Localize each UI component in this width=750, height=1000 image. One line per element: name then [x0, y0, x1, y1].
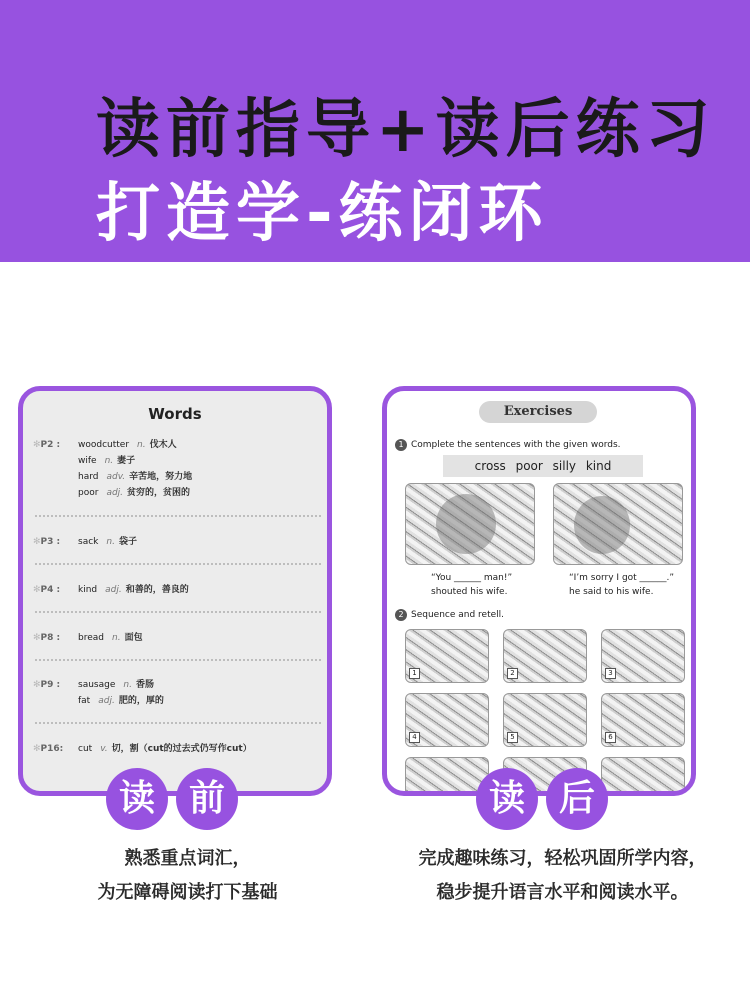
word-group-p9 [33, 677, 323, 709]
after-reading-description [375, 842, 750, 910]
word-pos: adj. [98, 696, 115, 706]
word-cn: 辛苦地，努力地 [129, 472, 193, 482]
question-2 [395, 609, 504, 621]
description-line: 熟悉重点词汇， [124, 848, 251, 869]
word-cn: 面包 [124, 633, 143, 643]
word-en: poor [78, 488, 99, 498]
word-group-p8 [33, 630, 323, 646]
story-illustration [553, 483, 683, 565]
word-bank: cross poor silly kind [443, 455, 643, 477]
word-cn: 切，割（cut的过去式仍写作cut） [111, 744, 252, 754]
word-group-p2 [33, 437, 323, 501]
dotted-divider [35, 659, 321, 661]
word-en: fat [78, 696, 91, 706]
story-illustration [405, 483, 535, 565]
word-pos: n. [137, 440, 146, 450]
badge-read: 读 [476, 768, 538, 830]
words-card [18, 386, 332, 796]
caption-2: “I’m sorry I got ______.” he said to his wife. [569, 573, 675, 597]
word-entry [33, 453, 323, 469]
word-en: woodcutter [78, 440, 130, 450]
page-label: P9 : [40, 680, 61, 690]
word-entry [33, 485, 323, 501]
dotted-divider [35, 515, 321, 517]
badge-read: 读 [106, 768, 168, 830]
asterisk-icon: ✻ [33, 633, 41, 643]
word-pos: n. [104, 456, 114, 466]
words-title: Words [148, 405, 202, 423]
sequence-thumbnail: 4 [405, 693, 489, 747]
word-cn: 香肠 [135, 680, 154, 690]
word-en: kind [78, 585, 98, 595]
asterisk-icon: ✻ [33, 440, 41, 450]
word-pos: adj. [105, 585, 122, 595]
badge-before: 前 [176, 768, 238, 830]
word-pos: n. [111, 633, 121, 643]
word-pos: adv. [106, 472, 126, 482]
sequence-thumbnail: 2 [503, 629, 587, 683]
word-group-p3 [33, 534, 323, 550]
description-line: 为无障碍阅读打下基础 [97, 882, 278, 903]
dotted-divider [35, 563, 321, 565]
sequence-thumbnail: 3 [601, 629, 685, 683]
word-cn: 妻子 [117, 456, 136, 466]
word-group-p16 [33, 741, 323, 757]
word-en: cut [78, 744, 93, 754]
word-en: hard [78, 472, 99, 482]
word-cn: 肥的，厚的 [118, 696, 164, 706]
word-entry [33, 469, 323, 485]
headline-secondary: 打造学-练闭环 [96, 177, 549, 251]
page-label: P3 : [40, 537, 61, 547]
sequence-thumbnail [601, 757, 685, 796]
question-number: 1 [395, 439, 407, 451]
badge-after: 后 [546, 768, 608, 830]
word-entry [33, 630, 323, 646]
page-label: P4 : [40, 585, 61, 595]
word-entry [33, 582, 323, 598]
word-pos: n. [106, 537, 115, 547]
asterisk-icon: ✻ [33, 585, 41, 595]
description-line: 完成趣味练习，轻松巩固所学内容， [418, 848, 707, 869]
before-reading-description [0, 842, 375, 910]
dotted-divider [35, 722, 321, 724]
headline-primary: 读前指导+读后练习 [96, 93, 716, 167]
word-entry [33, 741, 323, 757]
header-banner [0, 0, 750, 262]
word-entry [33, 693, 323, 709]
exercises-card [382, 386, 696, 796]
dotted-divider [35, 611, 321, 613]
page-label: P8 : [40, 633, 61, 643]
word-pos: v. [100, 744, 108, 754]
word-en: bread [78, 633, 104, 643]
exercises-title: Exercises [479, 401, 597, 423]
page-label: P2 : [40, 440, 61, 450]
caption-1: “You ______ man!” shouted his wife. [431, 573, 513, 597]
word-en: sack [78, 537, 99, 547]
word-cn: 袋子 [118, 537, 137, 547]
word-en: wife [78, 456, 97, 466]
question-number: 2 [395, 609, 407, 621]
word-en: sausage [78, 680, 116, 690]
word-entry [33, 534, 323, 550]
asterisk-icon: ✻ [33, 537, 41, 547]
word-group-p4 [33, 582, 323, 598]
sequence-thumbnail: 5 [503, 693, 587, 747]
word-entry [33, 437, 323, 453]
asterisk-icon: ✻ [33, 680, 41, 690]
question-text: Complete the sentences with the given words. [411, 440, 621, 450]
page-label: P16: [40, 744, 64, 754]
sequence-thumbnail: 1 [405, 629, 489, 683]
word-cn: 贫穷的，贫困的 [127, 488, 191, 498]
question-1 [395, 439, 621, 451]
asterisk-icon: ✻ [33, 744, 41, 754]
word-entry [33, 677, 323, 693]
word-pos: n. [123, 680, 132, 690]
word-pos: adj. [106, 488, 124, 498]
question-text: Sequence and retell. [411, 610, 505, 620]
word-cn: 和善的，善良的 [125, 585, 189, 595]
sequence-thumbnail: 6 [601, 693, 685, 747]
word-cn: 伐木人 [149, 440, 177, 450]
description-line: 稳步提升语言水平和阅读水平。 [436, 882, 689, 903]
